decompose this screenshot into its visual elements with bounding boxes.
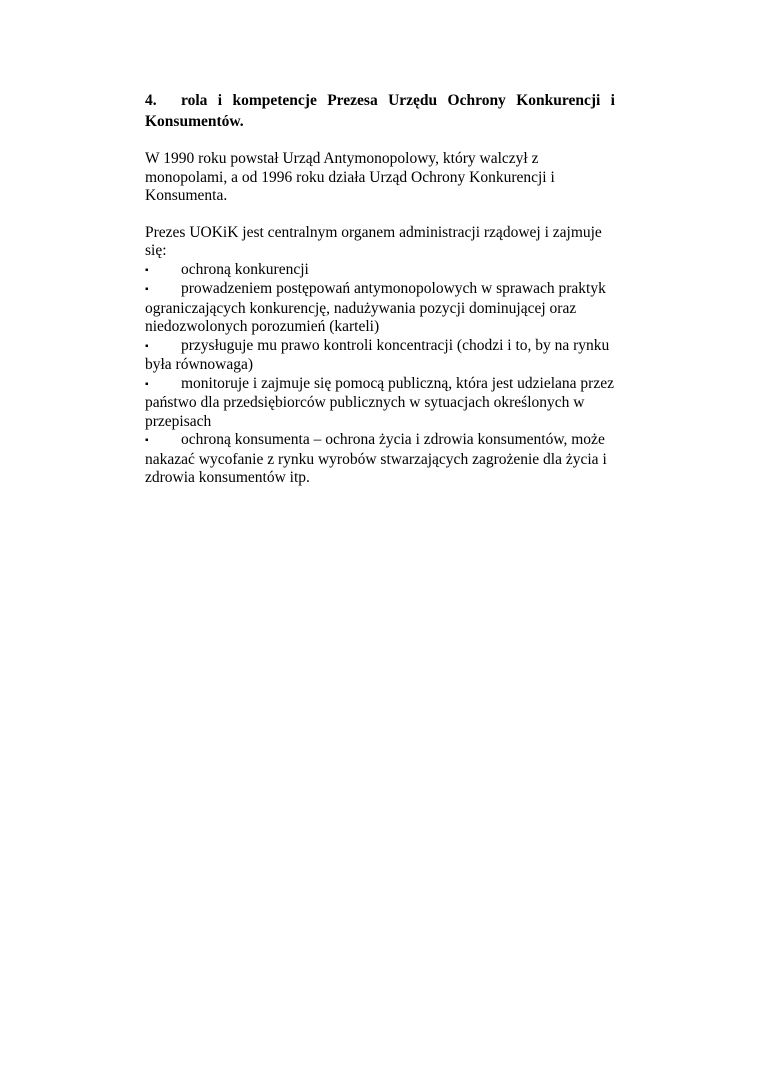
intro-paragraph: W 1990 roku powstał Urząd Antymonopolowy, który walczył z monopolami, a od 1996 roku działa Urząd Ochrony Konkurencji i Konsumenta. — [145, 150, 555, 204]
list-item-text: ochroną konsumenta – ochrona życia i zdrowia konsumentów, może nakazać wycofanie z rynku wyrobów stwarzających zagrożenie dla życia i zdrowia konsumentów itp. — [145, 431, 607, 486]
section-heading — [145, 90, 615, 132]
bullet-icon: ▪ — [145, 264, 149, 276]
bullet-icon: ▪ — [145, 340, 149, 352]
document-page — [145, 90, 615, 488]
list-item-text: przysługuje mu prawo kontroli koncentracji (chodzi i to, by na rynku była równowaga) — [145, 336, 610, 373]
list-item-text: monitoruje i zajmuje się pomocą publiczną, która jest udzielana przez państwo dla przedsiębiorców publicznych w sytuacjach określonych w przepisach — [145, 374, 614, 430]
competence-list — [145, 261, 615, 488]
list-item — [145, 431, 615, 488]
bullet-icon: ▪ — [145, 435, 149, 446]
list-item-text: ochroną konkurencji — [181, 260, 309, 278]
list-item-text: prowadzeniem postępowań antymonopolowych w sprawach praktyk ograniczających konkurencję, nadużywania pozycji dominującej oraz niedozwolonych porozumień (karteli) — [145, 280, 606, 335]
section-number: 4. — [145, 92, 157, 109]
scope-paragraph: Prezes UOKiK jest centralnym organem administracji rządowej i zajmuje się: — [145, 223, 602, 259]
list-item — [145, 375, 615, 432]
section-title: rola i kompetencje Prezesa Urzędu Ochrony Konkurencji i Konsumentów. — [145, 92, 615, 130]
bullet-icon: ▪ — [145, 378, 149, 390]
list-item — [145, 337, 615, 375]
bullet-icon: ▪ — [145, 284, 149, 295]
list-item — [145, 261, 615, 281]
list-item — [145, 280, 615, 337]
